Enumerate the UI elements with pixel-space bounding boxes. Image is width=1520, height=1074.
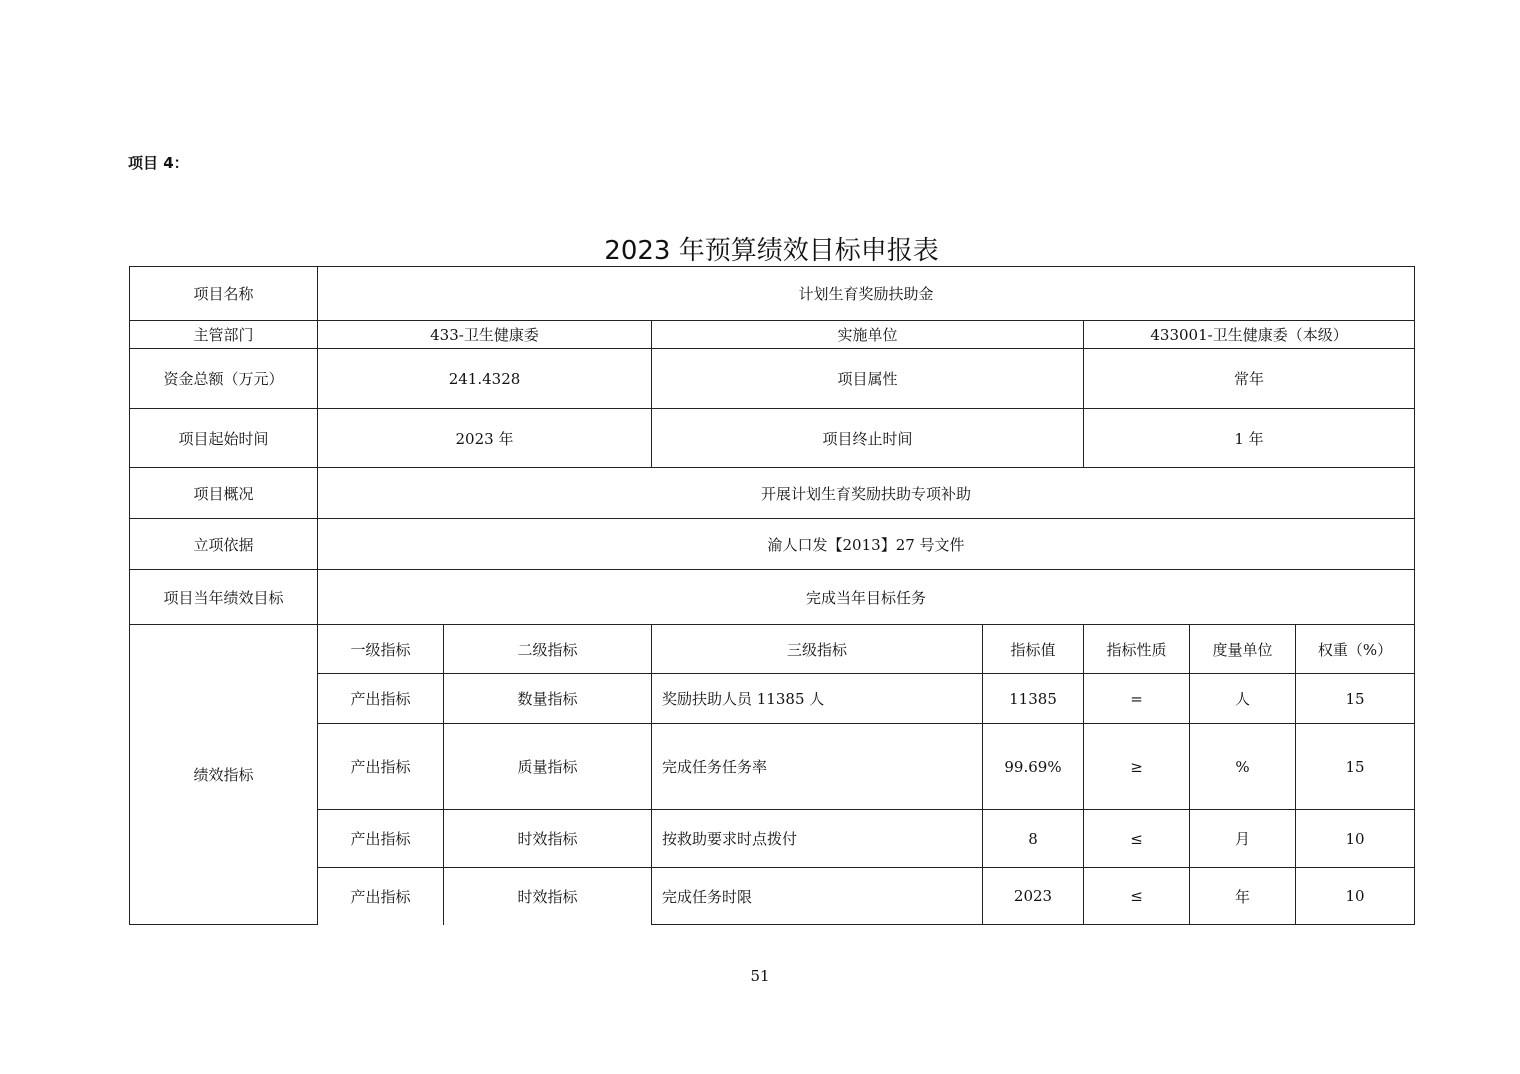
value-implementing-unit: 433001-卫生健康委（本级） [1084,321,1415,349]
label-department: 主管部门 [130,321,318,349]
indicator-level1: 产出指标 [318,868,444,925]
value-department: 433-卫生健康委 [318,321,652,349]
header-level1: 一级指标 [318,625,444,674]
indicator-value: 99.69% [983,724,1084,810]
label-start-time: 项目起始时间 [130,409,318,468]
indicator-weight: 10 [1296,810,1415,868]
page-number: 51 [750,967,770,985]
indicator-level2: 质量指标 [444,724,652,810]
indicator-nature: ≤ [1084,810,1190,868]
indicator-level1: 产出指标 [318,674,444,724]
form-title: 2023 年预算绩效目标申报表 [604,236,939,266]
indicator-unit: 人 [1190,674,1296,724]
indicator-level3: 完成任务时限 [652,868,983,925]
row-project-name [130,267,1415,321]
row-basis [130,519,1415,570]
label-implementing-unit: 实施单位 [652,321,1084,349]
label-total-funds: 资金总额（万元） [130,349,318,409]
value-end-time: 1 年 [1084,409,1415,468]
table-row [130,724,1415,810]
table-row [130,868,1415,925]
indicator-level1: 产出指标 [318,810,444,868]
indicator-nature: ≤ [1084,868,1190,925]
header-weight: 权重（%） [1296,625,1415,674]
indicator-level2: 时效指标 [444,810,652,868]
indicator-weight: 15 [1296,674,1415,724]
indicator-level3: 完成任务任务率 [652,724,983,810]
table-row [130,674,1415,724]
row-department [130,321,1415,349]
row-time [130,409,1415,468]
label-end-time: 项目终止时间 [652,409,1084,468]
indicator-unit: 月 [1190,810,1296,868]
value-annual-goal: 完成当年目标任务 [318,570,1415,625]
header-level2: 二级指标 [444,625,652,674]
budget-performance-table [129,266,1415,925]
label-overview: 项目概况 [130,468,318,519]
indicator-unit: 年 [1190,868,1296,925]
value-total-funds: 241.4328 [318,349,652,409]
label-project-attribute: 项目属性 [652,349,1084,409]
indicator-level2: 时效指标 [444,868,652,925]
label-project-name: 项目名称 [130,267,318,321]
indicator-value: 2023 [983,868,1084,925]
header-unit: 度量单位 [1190,625,1296,674]
indicator-level1: 产出指标 [318,724,444,810]
value-basis: 渝人口发【2013】27 号文件 [318,519,1415,570]
indicator-nature: ≥ [1084,724,1190,810]
row-annual-goal [130,570,1415,625]
row-funds [130,349,1415,409]
table-row [130,810,1415,868]
label-annual-goal: 项目当年绩效目标 [130,570,318,625]
project-number-label: 项目 4： [128,154,189,172]
indicator-unit: % [1190,724,1296,810]
indicator-value: 8 [983,810,1084,868]
indicator-level3: 按救助要求时点拨付 [652,810,983,868]
label-basis: 立项依据 [130,519,318,570]
indicator-weight: 10 [1296,868,1415,925]
value-project-name: 计划生育奖励扶助金 [318,267,1415,321]
row-overview [130,468,1415,519]
indicator-nature: = [1084,674,1190,724]
indicator-level2: 数量指标 [444,674,652,724]
value-overview: 开展计划生育奖励扶助专项补助 [318,468,1415,519]
indicator-header-row [130,625,1415,674]
header-nature: 指标性质 [1084,625,1190,674]
indicator-value: 11385 [983,674,1084,724]
value-start-time: 2023 年 [318,409,652,468]
indicator-weight: 15 [1296,724,1415,810]
value-project-attribute: 常年 [1084,349,1415,409]
label-performance-indicators: 绩效指标 [130,625,318,925]
header-value: 指标值 [983,625,1084,674]
indicator-level3: 奖励扶助人员 11385 人 [652,674,983,724]
header-level3: 三级指标 [652,625,983,674]
